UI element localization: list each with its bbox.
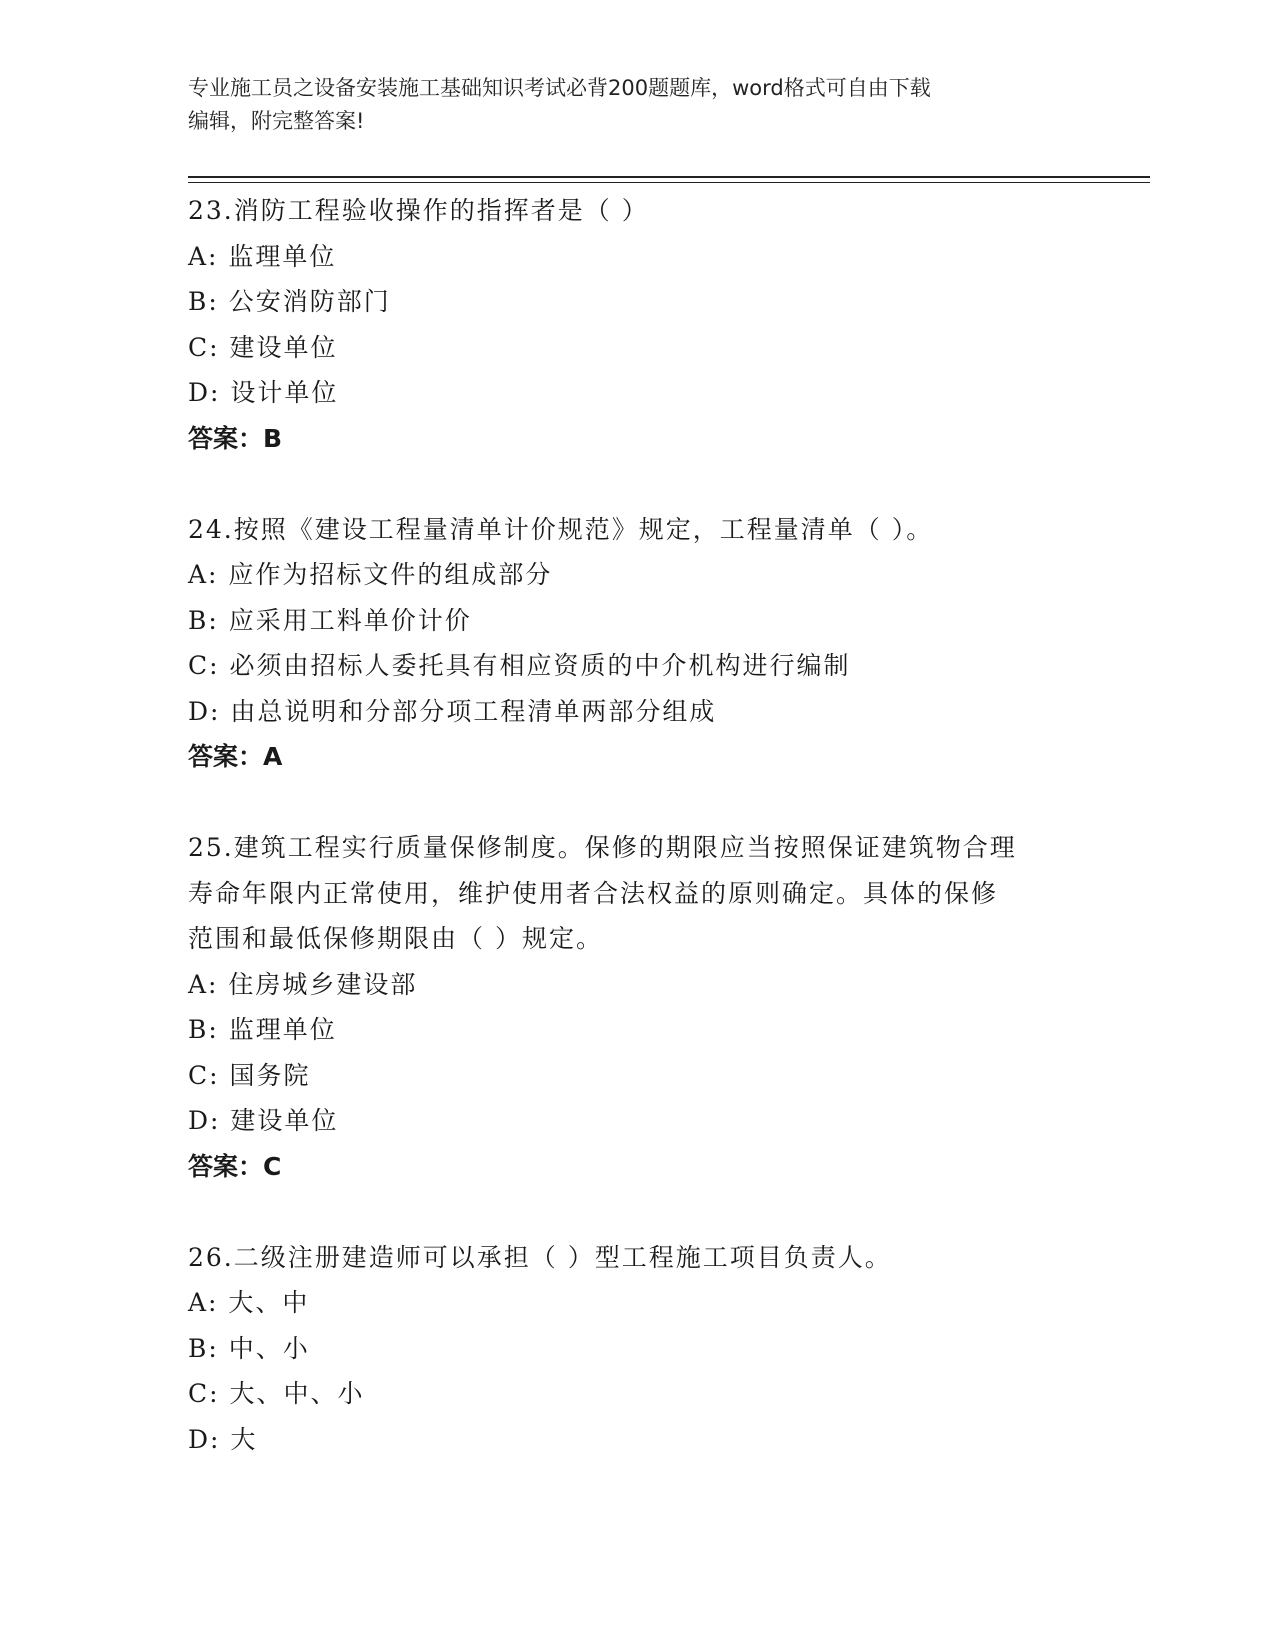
- header-line-1: 专业施工员之设备安装施工基础知识考试必背200题题库，word格式可自由下载: [188, 76, 931, 100]
- answer: 答案：C: [188, 1151, 282, 1181]
- option-a: A: 应作为招标文件的组成部分: [188, 560, 553, 589]
- header-line-2: 编辑，附完整答案!: [188, 109, 365, 133]
- question-stem: 26.二级注册建造师可以承担（ ）型工程施工项目负责人。: [188, 1242, 892, 1272]
- question-26: [188, 1235, 1088, 1463]
- option-c: C: 建设单位: [188, 332, 338, 362]
- option-c: C: 国务院: [188, 1060, 311, 1090]
- question-24: [188, 507, 1088, 780]
- option-d: D: 由总说明和分部分项工程清单两部分组成: [188, 696, 717, 726]
- option-a: A: 监理单位: [188, 241, 337, 271]
- question-list: [188, 188, 1088, 1462]
- question-stem-line-2: 寿命年限内正常使用，维护使用者合法权益的原则确定。具体的保修: [188, 878, 999, 908]
- option-b: B: 公安消防部门: [188, 287, 391, 316]
- option-c: C: 大、中、小: [188, 1379, 365, 1408]
- question-stem-line-3: 范围和最低保修期限由（ ）规定。: [188, 924, 603, 953]
- question-spacer: [188, 1189, 1088, 1235]
- document-header: [188, 72, 1068, 138]
- question-stem: 23.消防工程验收操作的指挥者是（ ）: [188, 196, 649, 225]
- question-stem-line-1: 25.建筑工程实行质量保修制度。保修的期限应当按照保证建筑物合理: [188, 833, 1017, 862]
- question-spacer: [188, 780, 1088, 826]
- question-spacer: [188, 461, 1088, 507]
- option-a: A: 住房城乡建设部: [188, 969, 418, 999]
- option-d: D: 设计单位: [188, 378, 339, 407]
- option-b: B: 中、小: [188, 1333, 310, 1363]
- question-23: [188, 188, 1088, 461]
- option-b: B: 监理单位: [188, 1015, 337, 1044]
- header-divider-thick: [188, 176, 1150, 178]
- option-c: C: 必须由招标人委托具有相应资质的中介机构进行编制: [188, 651, 851, 680]
- question-25: [188, 825, 1088, 1189]
- answer: 答案：B: [188, 423, 283, 453]
- header-divider-thin: [188, 182, 1150, 183]
- question-stem: 24.按照《建设工程量清单计价规范》规定，工程量清单（ ）。: [188, 514, 934, 544]
- option-d: D: 大: [188, 1424, 258, 1454]
- option-d: D: 建设单位: [188, 1106, 339, 1135]
- option-b: B: 应采用工料单价计价: [188, 605, 472, 635]
- option-a: A: 大、中: [188, 1288, 310, 1317]
- answer: 答案：A: [188, 742, 283, 771]
